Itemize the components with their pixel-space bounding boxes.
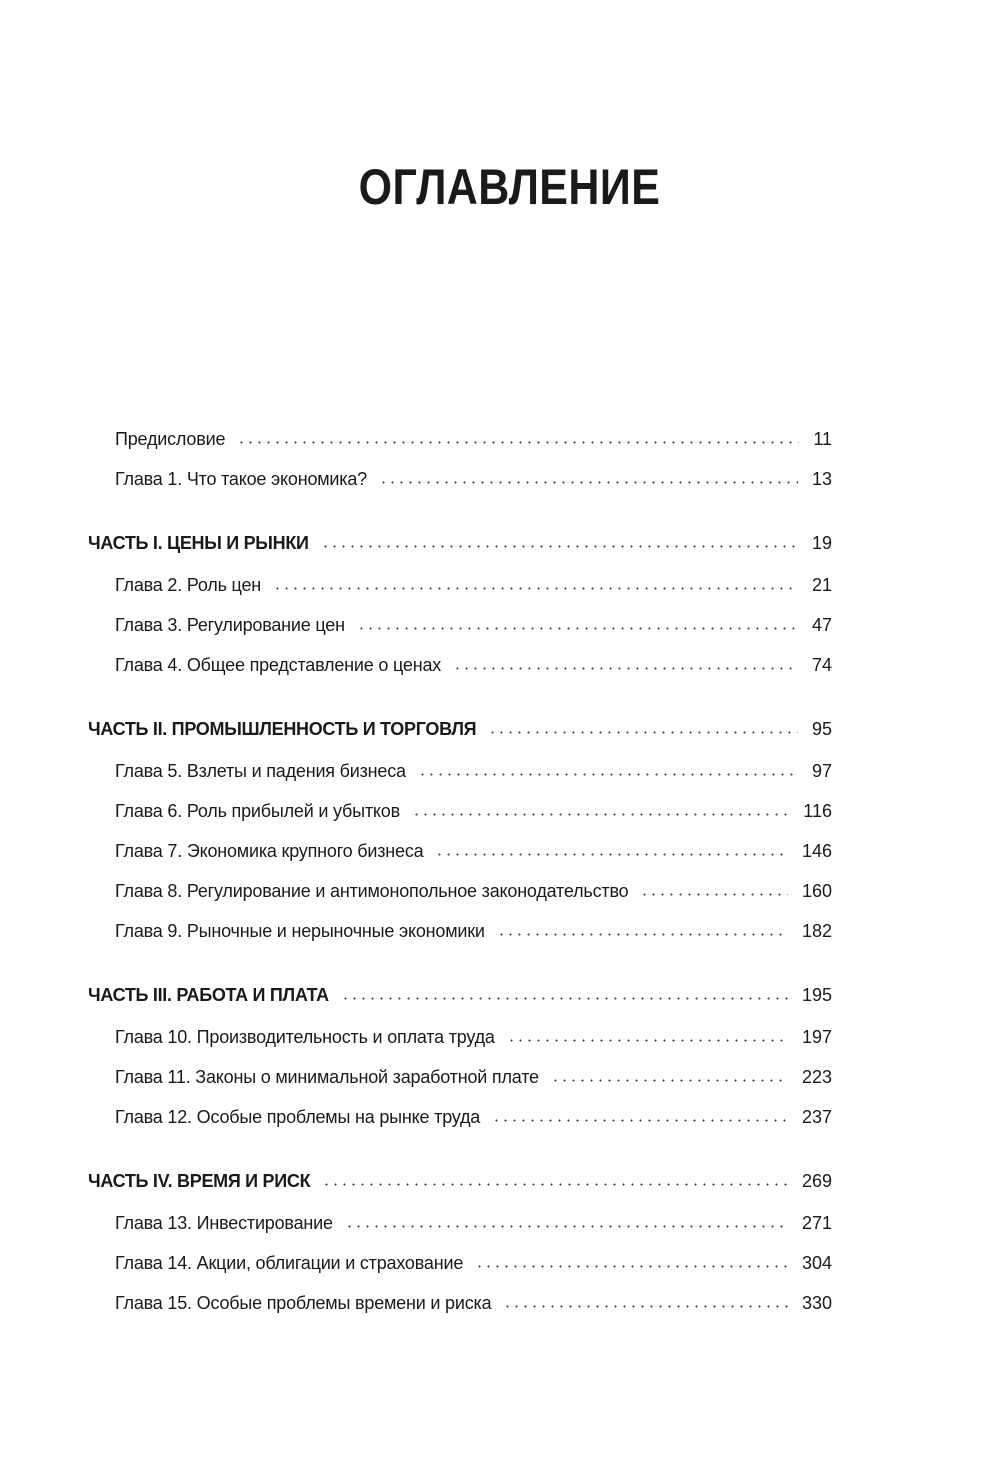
- toc-chapter-row[interactable]: [0, 871, 1000, 911]
- toc-page-number: 182: [801, 921, 832, 941]
- toc-chapter-title: Глава 9. Рыночные и нерыночные экономики: [115, 921, 485, 941]
- toc-chapter-row[interactable]: [0, 605, 1000, 645]
- toc-chapter-title: Предисловие: [115, 429, 226, 449]
- toc-part-row[interactable]: [0, 1161, 1000, 1203]
- toc-page-number: 21: [811, 575, 832, 595]
- toc-page-number: 47: [811, 615, 832, 635]
- toc-part-row[interactable]: [0, 975, 1000, 1017]
- toc-chapter-row[interactable]: [0, 751, 1000, 791]
- toc-page-number: 330: [801, 1293, 832, 1313]
- toc-dot-leader: [341, 997, 788, 1000]
- toc-part-title: ЧАСТЬ II. ПРОМЫШЛЕННОСТЬ И ТОРГОВЛЯ: [88, 719, 477, 739]
- toc-page-number: 146: [801, 841, 832, 861]
- toc-chapter-title: Глава 2. Роль цен: [115, 575, 262, 595]
- toc-chapter-title: Глава 13. Инвестирование: [115, 1213, 333, 1233]
- toc-part-title: ЧАСТЬ I. ЦЕНЫ И РЫНКИ: [88, 533, 309, 553]
- toc-page-number: 223: [801, 1067, 832, 1087]
- toc-dot-leader: [435, 853, 787, 856]
- toc-chapter-row[interactable]: [0, 565, 1000, 605]
- toc-chapter-row[interactable]: [0, 791, 1000, 831]
- toc-chapter-row[interactable]: [0, 831, 1000, 871]
- toc-dot-leader: [640, 893, 788, 896]
- toc-chapter-title: Глава 10. Производительность и оплата труда: [115, 1027, 495, 1047]
- toc-chapter-row[interactable]: [0, 1203, 1000, 1243]
- toc-dot-leader: [475, 1265, 788, 1268]
- toc-chapter-title: Глава 3. Регулирование цен: [115, 615, 345, 635]
- toc-page-number: 95: [811, 719, 832, 739]
- toc-page-number: 237: [801, 1107, 832, 1127]
- toc-dot-leader: [488, 731, 798, 734]
- toc-dot-leader: [497, 933, 788, 936]
- toc-page-number: 195: [801, 985, 832, 1005]
- toc-chapter-row[interactable]: [0, 1057, 1000, 1097]
- toc-chapter-row[interactable]: [0, 1017, 1000, 1057]
- toc-part-row[interactable]: [0, 709, 1000, 751]
- toc-chapter-row[interactable]: [0, 419, 1000, 459]
- toc-chapter-title: Глава 15. Особые проблемы времени и риска: [115, 1293, 492, 1313]
- toc-chapter-title: Глава 14. Акции, облигации и страхование: [115, 1253, 464, 1273]
- toc-page-number: 116: [803, 801, 832, 821]
- toc-chapter-title: Глава 1. Что такое экономика?: [115, 469, 367, 489]
- toc-chapter-title: Глава 4. Общее представление о ценах: [115, 655, 442, 675]
- toc-dot-leader: [412, 813, 789, 816]
- toc-page-number: 197: [801, 1027, 832, 1047]
- toc-chapter-row[interactable]: [0, 645, 1000, 685]
- toc-dot-leader: [322, 1183, 788, 1186]
- toc-page-number: 19: [811, 533, 832, 553]
- toc-chapter-row[interactable]: [0, 459, 1000, 499]
- toc-chapter-title: Глава 11. Законы о минимальной заработной плате: [115, 1067, 539, 1087]
- toc-dot-leader: [379, 481, 798, 484]
- toc-dot-leader: [321, 545, 798, 548]
- toc-page-number: 13: [811, 469, 832, 489]
- toc-dot-leader: [418, 773, 798, 776]
- toc-page-number: 97: [811, 761, 832, 781]
- toc-chapter-title: Глава 5. Взлеты и падения бизнеса: [115, 761, 406, 781]
- table-of-contents: [0, 419, 1000, 1323]
- toc-dot-leader: [357, 627, 798, 630]
- toc-page-number: 160: [801, 881, 832, 901]
- toc-chapter-row[interactable]: [0, 911, 1000, 951]
- page-title: ОГЛАВЛЕНИЕ: [358, 159, 661, 215]
- toc-chapter-row[interactable]: [0, 1243, 1000, 1283]
- toc-page-number: 11: [813, 429, 832, 449]
- toc-dot-leader: [492, 1119, 788, 1122]
- toc-page-number: 304: [801, 1253, 832, 1273]
- toc-chapter-title: Глава 8. Регулирование и антимонопольное законодательство: [115, 881, 629, 901]
- toc-page-number: 74: [811, 655, 832, 675]
- toc-dot-leader: [551, 1079, 788, 1082]
- toc-page-number: 269: [801, 1171, 832, 1191]
- toc-part-row[interactable]: [0, 523, 1000, 565]
- toc-chapter-title: Глава 12. Особые проблемы на рынке труда: [115, 1107, 481, 1127]
- toc-page-number: 271: [801, 1213, 832, 1233]
- toc-dot-leader: [503, 1305, 788, 1308]
- toc-chapter-title: Глава 7. Экономика крупного бизнеса: [115, 841, 424, 861]
- toc-dot-leader: [237, 441, 799, 444]
- toc-chapter-title: Глава 6. Роль прибылей и убытков: [115, 801, 400, 821]
- toc-dot-leader: [453, 667, 798, 670]
- toc-dot-leader: [273, 587, 798, 590]
- toc-part-title: ЧАСТЬ III. РАБОТА И ПЛАТА: [88, 985, 329, 1005]
- toc-dot-leader: [345, 1225, 788, 1228]
- toc-dot-leader: [507, 1039, 788, 1042]
- toc-chapter-row[interactable]: [0, 1097, 1000, 1137]
- toc-chapter-row[interactable]: [0, 1283, 1000, 1323]
- toc-part-title: ЧАСТЬ IV. ВРЕМЯ И РИСК: [88, 1171, 311, 1191]
